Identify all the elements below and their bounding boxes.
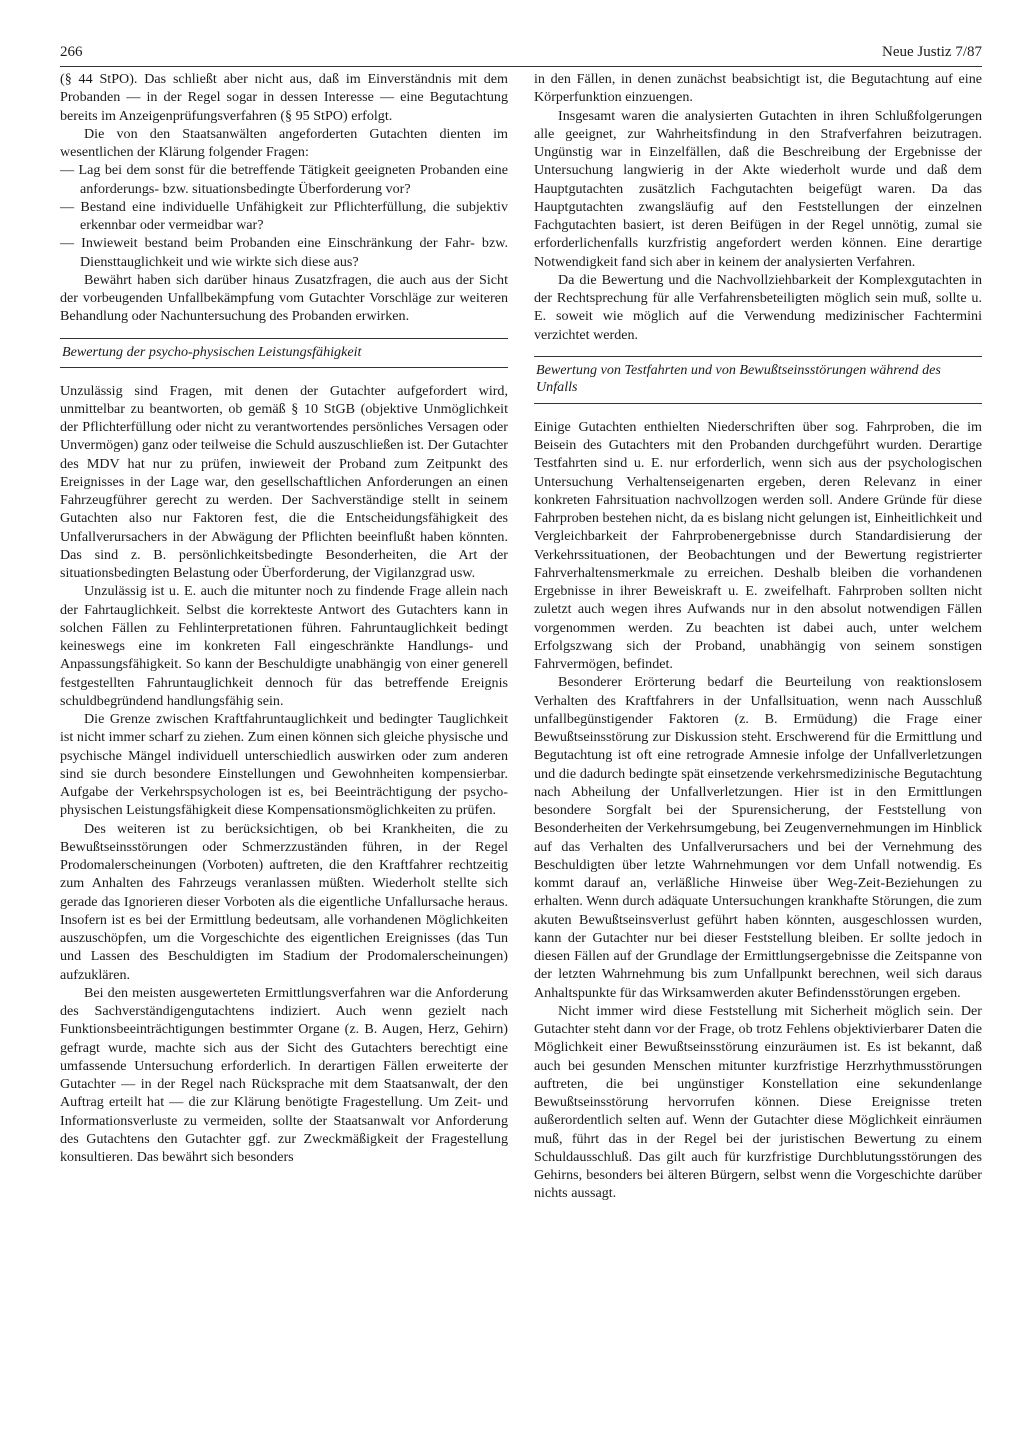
page-number: 266: [60, 44, 83, 60]
page-header: [60, 44, 982, 67]
list-item: — Inwieweit bestand beim Probanden eine Einschränkung der Fahr- bzw. Diensttauglichkeit und wie wirkte sich diese aus?: [60, 235, 508, 270]
paragraph: Da die Bewertung und die Nachvollziehbarkeit der Komplexgutachten in der Rechtsprechung für alle Verfahrensbeteiligten möglich sein muß, sollte u. E. soweit wie möglich auf die Verwendung medizinischer Fachtermini verzichtet werden.: [534, 271, 982, 343]
paragraph: (§ 44 StPO). Das schließt aber nicht aus, daß im Einverständnis mit dem Probanden — in der Regel sogar in dessen Interesse — eine Begutachtung bereits im Anzeigenprüfungsverfahren (§ 95 StPO) erfolgt.: [60, 71, 508, 124]
section-heading: Bewertung von Testfahrten und von Bewußtseinsstörungen während des Unfalls: [534, 356, 982, 404]
paragraph: Nicht immer wird diese Feststellung mit Sicherheit möglich sein. Der Gutachter steht dann vor der Frage, ob trotz Fehlens objektivierbarer Daten die Möglichkeit einer Bewußtseinsstörung einzuräumen ist. Es ist bekannt, daß auch bei gesunden Menschen mitunter kurzfristige Herzrhythmusstörungen auftreten, die bei ungünstiger Konstellation eine sekundenlange Bewußtseinsstörung hervorrufen können. Diese Ereignisse treten außerordentlich selten auf. Wenn der Gutachter diese Möglichkeit einräumen muß, führt das in der Regel bei der juristischen Bewertung zu einem Schuldausschluß. Das gilt auch für kurzfristige Durchblutungsstörungen des Gehirns, besonders bei älteren Bürgern, selbst wenn die Vorgeschichte darüber nichts aussagt.: [534, 1002, 982, 1202]
left-column: [60, 70, 508, 1166]
paragraph: Bei den meisten ausgewerteten Ermittlungsverfahren war die Anforderung des Sachverständigengutachtens indiziert. Auch wenn gezielt nach Funktionsbeeinträchtigungen bestimmter Organe (z. B. Augen, Herz, Gehirn) gefragt wurde, machte sich aus der Sicht des Gutachters berechtigt eine umfassende Untersuchung erforderlich. In derartigen Fällen erweiterte der Gutachter — in der Regel nach Rücksprache mit dem Staatsanwalt, der den Auftrag erteilt hat — die zur Klärung benötigte Fragestellung. Um Zeit- und Informationsverluste zu vermeiden, sollte der Staatsanwalt vor Anforderung des Gutachtens den Gutachter ggf. zur Zweckmäßigkeit der Fragestellung konsultieren. Das bewährt sich besonders: [60, 984, 508, 1165]
paragraph: Bewährt haben sich darüber hinaus Zusatzfragen, die auch aus der Sicht der vorbeugenden Unfallbekämpfung vom Gutachter Vorschläge zur weiteren Behandlung oder Nachuntersuchung des Probanden erwirken.: [60, 271, 508, 325]
paragraph: Einige Gutachten enthielten Niederschriften über sog. Fahrproben, die im Beisein des Gutachters mit den Probanden durchgeführt wurden. Derartige Testfahrten sind u. E. nur erforderlich, wenn sich aus der psychologischen Untersuchung Verhaltenseigenarten ergeben, deren Relevanz in einer konkreten Fahrsituation nachvollzogen werden soll. Andere Gründe für diese Fahrproben bestehen nicht, da es bislang nicht gelungen ist, Einheitlichkeit und Vergleichbarkeit der Fahrprobenergebnisse durch Standardisierung der Verkehrssituationen, der Beobachtungen und der Bewertung registrierter Fahrverhaltensmerkmale zu erreichen. Deshalb bleiben die vorhandenen Ergebnisse in ihrer Beweiskraft u. E. zweifelhaft. Fahrproben sollten nicht zuletzt auch wegen ihres Aufwands nur in den absolut notwendigen Fällen vorgenommen werden. Zu beachten ist dabei auch, unter welchem Erfolgszwang sich der Proband, unabhängig von seinem sonstigen Fahrvermögen, befindet.: [534, 418, 982, 672]
paragraph: in den Fällen, in denen zunächst beabsichtigt ist, die Begutachtung auf eine Körperfunktion einzuengen.: [534, 71, 982, 106]
list-item: — Lag bei dem sonst für die betreffende Tätigkeit geeigneten Probanden eine anforderungs- bzw. situationsbedingte Überforderung vor?: [60, 162, 508, 197]
paragraph: Des weiteren ist zu berücksichtigen, ob bei Krankheiten, die zu Bewußtseinsstörungen oder Schmerzzuständen führen, in der Regel Prodomalerscheinungen (Vorboten) auftreten, die den Kraftfahrer rechtzeitig zum Anhalten des Fahrzeugs veranlassen müßten. Wiederholt stellte sich gerade das Ignorieren dieser Vorboten als die eigentliche Unfallursache heraus. Insofern ist es bei der Ermittlung bedeutsam, alle vorhandenen Möglichkeiten auszuschöpfen, um die Vorgeschichte des eigentlichen Ereignisses (das Tun und Lassen des Beschuldigten im Stadium der Prodomalerscheinungen) aufzuklären.: [60, 820, 508, 983]
paragraph: Unzulässig ist u. E. auch die mitunter noch zu findende Frage allein nach der Fahrtauglichkeit. Selbst die korrekteste Antwort des Gutachters kann in solchen Fällen zu Fehlinterpretationen führen. Fahruntauglichkeit bedingt keineswegs eine im konkreten Fall eingeschränkte Handlungs- und Anpassungsfähigkeit. So kann der Beschuldigte unabhängig von einer generell festgestellten Fahruntauglichkeit dennoch für das betreffende Ereignis schuldbegründend handlungsfähig sein.: [60, 583, 508, 709]
paragraph: Insgesamt waren die analysierten Gutachten in ihren Schlußfolgerungen alle geeignet, zur Wahrheitsfindung in den Strafverfahren beizutragen. Ungünstig war in Einzelfällen, daß die Beschreibung der Ergebnisse der Untersuchung langwierig in der Akte wiederholt wurde und daß dem Hauptgutachten zusätzlich Fachgutachten beigefügt waren. Da das Hauptgutachten zwangsläufig auf den Feststellungen der einzelnen Fachgutachten basiert, ist deren Beifügen in der Regel unnötig, zumal sie erforderlichenfalls kurzfristig angefordert werden können. Eine derartige Notwendigkeit fand sich aber in keinem der analysierten Verfahren.: [534, 107, 982, 270]
right-column: [534, 70, 982, 1203]
paragraph: Die von den Staatsanwälten angeforderten Gutachten dienten im wesentlichen der Klärung folgender Fragen:: [60, 125, 508, 160]
list-item: — Bestand eine individuelle Unfähigkeit zur Pflichterfüllung, die subjektiv erkennbar oder vermeidbar war?: [60, 198, 508, 233]
paragraph: Besonderer Erörterung bedarf die Beurteilung von reaktionslosem Verhalten des Kraftfahrers in der Unfallsituation, wenn nach Ausschluß unfallbegünstigender Faktoren (z. B. Ermüdung) die Frage einer Bewußtseinsstörung zur Diskussion steht. Erschwerend für die Ermittlung und Begutachtung ist oft eine retrograde Amnesie infolge der Unfallverletzungen und die dadurch bedingte spät einsetzende verkehrsmedizinische Begutachtung nach Abheilung der Unfallverletzungen. Hier ist in den Ermittlungen besondere Sorgfalt bei der Spurensicherung, der Feststellung von Besonderheiten der Verkehrsumgebung, bei Zeugenvernehmungen im Hinblick auf das Verhalten des Unfallverursachers und bei der Vernehmung des Beschuldigten über letzte Wahrnehmungen vor dem Unfall notwendig. Es kommt darauf an, verläßliche Hinweise über Weg-Zeit-Beziehungen zu erhalten. Wenn durch adäquate Untersuchungen krankhafte Störungen, die zum akuten Bewußtseinsverlust geführt haben könnten, ausgeschlossen wurden, kann der Gutachter nur bei dieser Feststellung bleiben. Er sollte jedoch in diesen Fällen auf der Grundlage der Ermittlungsergebnisse die Zeitspanne von der letzten Wahrnehmung bis zum Unfallpunkt berechnen, weil sich daraus Anhaltspunkte für das Wirksamwerden akuter Befindensstörungen ergeben.: [534, 674, 982, 1001]
journal-issue: Neue Justiz 7/87: [882, 44, 982, 60]
paragraph: Die Grenze zwischen Kraftfahruntauglichkeit und bedingter Tauglichkeit ist nicht immer scharf zu ziehen. Zum einen können sich gleiche physische und psychische Mängel individuell unterschiedlich auswirken oder zum anderen sind sie durch besondere Einstellungen und Gewohnheiten kompensierbar. Aufgabe der Verkehrspsychologen ist es, bei Beeinträchtigung der psycho-physischen Leistungsfähigkeit diese Kompensationsmöglichkeiten zu prüfen.: [60, 711, 508, 819]
paragraph: Unzulässig sind Fragen, mit denen der Gutachter aufgefordert wird, unmittelbar zu beantworten, ob gemäß § 10 StGB (objektive Unmöglichkeit der Pflichterfüllung oder nicht zu verantwortendes persönliches Versagen oder Unvermögen) ganz oder teilweise die Schuld auszuschließen ist. Der Gutachter des MDV hat nur zu prüfen, inwieweit der Proband zum Zeitpunkt des Ereignisses in der Lage war, den gesellschaftlichen Anforderungen an einen Fahrzeugführer gerecht zu werden. Der Sachverständige stellt in seinem Gutachten also nur Faktoren fest, die die Entscheidungsfähigkeit des Unfallverursachers in der Abwägung der Pflichten beeinflußt haben könnten. Das sind z. B. persönlichkeitsbedingte Besonderheiten, die Art der situationsbedingten Belastung oder Überforderung, der Vigilanzgrad usw.: [60, 382, 508, 581]
section-heading: Bewertung der psycho-physischen Leistungsfähigkeit: [60, 338, 508, 368]
question-list: [60, 161, 508, 271]
